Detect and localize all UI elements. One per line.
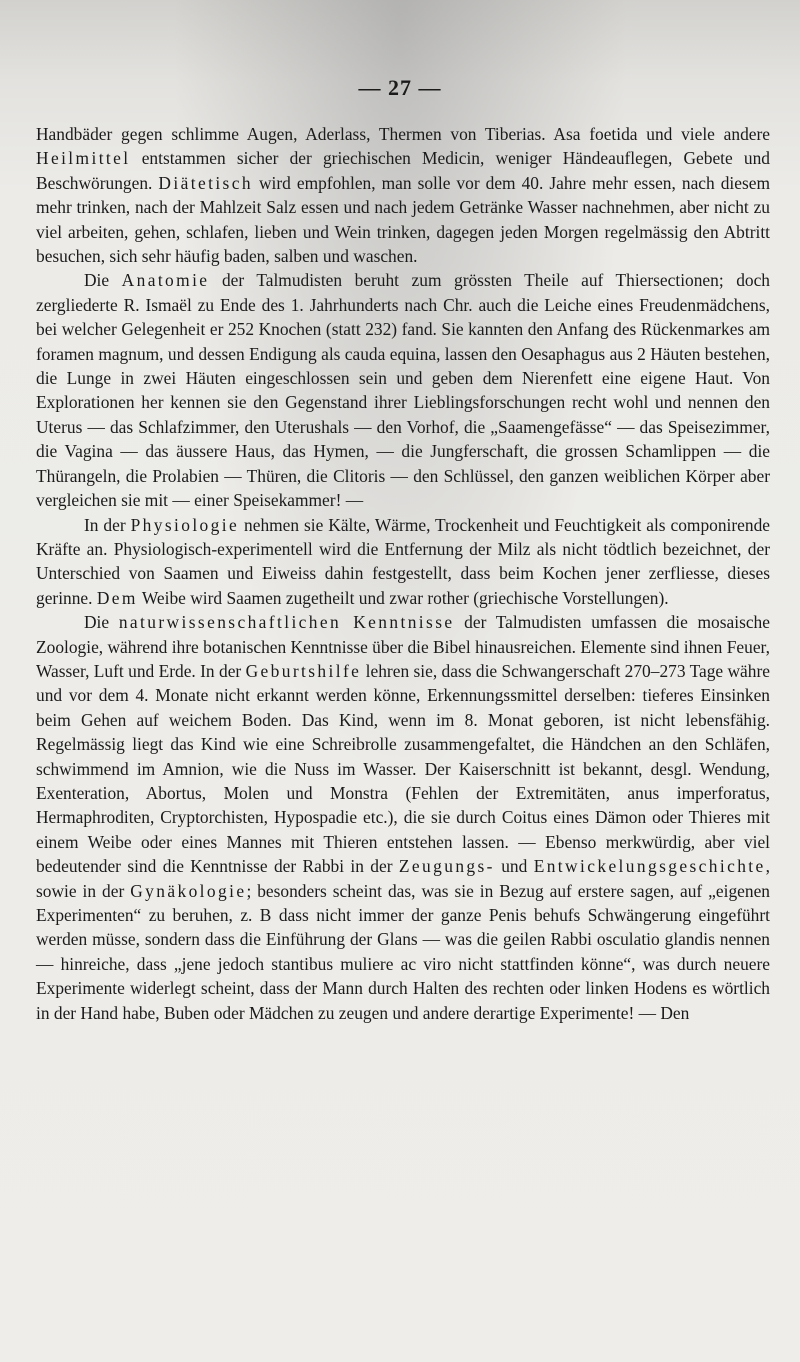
paragraph-physiology [36,513,770,611]
body-text [36,122,770,1025]
text-run: nehmen sie Kälte, Wärme, Trockenheit und Feuchtigkeit als componirende Kräfte an. Physiologisch-experimentell wird die Entfernung der Milz als nicht tödtlich bezeichnet, der Unterschied von Saamen und Eiweiss dahin festgestellt, dass beim Kochen jener zerfliesse, dieses gerinne. [36,514,770,608]
page-number: — 27 — [358,75,442,100]
emphasized-term: Dem [96,587,138,608]
text-run: der Talmudisten umfassen die mosaische Zoologie, während ihre botanischen Kenntnisse über die Bibel hinausreichen. Elemente sind ihnen Feuer, Wasser, Luft und Erde. In der [36,612,770,681]
text-run: In der [84,514,131,535]
emphasized-term: Heilmittel [36,148,131,169]
text-run: der Talmudisten beruht zum grössten Theile auf Thiersectionen; doch zergliederte R. Ismaël zu Ende des 1. Jahrhunderts nach Chr. auch die Leiche eines Freudenmädchens, bei welcher Gelegenheit er 252 Knochen (statt 232) fand. Sie kannten den Anfang des Rückenmarkes am foramen magnum, und dessen Endigung als cauda equina, lassen den Oesaphagus aus 2 Häuten bestehen, die Lunge in zwei Häuten eingeschlossen sein und geben dem Nierenfett eine eigene Haut. Von Explorationen her kennen sie den Gegenstand ihrer Lieblingsforschungen recht wohl und nennen den Uterus — das Schlafzimmer, den Uterushals — den Vorhof, die „Saamengefässe“ — das Speisezimmer, die Vagina — das äussere Haus, das Hymen, — die Jungferschaft, die grossen Schamlippen — die Thürangeln, die Prolabien — Thüren, die Clitoris — den Schlüssel, den ganzen weiblichen Körper aber vergleichen sie mit — einer Speisekammer! — [36,270,770,511]
text-run: entstammen sicher der griechischen Medicin, weniger Händeauflegen, Gebete und Beschwörungen. [36,148,770,193]
text-run: Die [84,270,122,291]
text-run: lehren sie, dass die Schwangerschaft 270–273 Tage währe und vor dem 4. Monate nicht erkannt werden könne, Erkennungssmittel derselben: tieferes Einsinken beim Gehen auf weichem Boden. Das Kind, wenn im 8. Monat geboren, ist nicht lebensfähig. Regelmässig liegt das Kind wie eine Schreibrolle zusammengefaltet, die Händchen an den Schläfen, schwimmend im Amnion, wie die Nuss im Wasser. Der Kaiserschnitt ist bekannt, desgl. Wendung, Exenteration, Abortus, Molen und Monstra (Fehlen der Extremitäten, anus imperforatus, Hermaphroditen, Cryptorchisten, Hypospadie etc.), die sie durch Coitus eines Dämon oder Thieres mit einem Weibe oder eines Mannes mit Thieren entstehen lassen. — Ebenso merkwürdig, aber viel bedeutender sind die Kenntnisse der Rabbi in der [36,660,770,877]
emphasized-term: Physiologie [130,514,240,535]
text-run: Weibe wird Saamen zugetheilt und zwar rother (griechische Vorstellungen). [137,587,669,608]
paragraph-anatomy [36,268,770,512]
text-run: ; besonders scheint das, was sie in Bezug auf erstere sagen, auf „eigenen Experimenten“ zu beruhen, z. B dass nicht immer der ganze Penis behufs Schwängerung eingeführt werden müsse, sondern dass die Einführung der Glans — was die geilen Rabbi osculatio glandis nennen — hinreiche, dass „jene jedoch stantibus muliere ac viro nicht stattfinden könne“, was durch neuere Experimente widerlegt scheint, dass der Mann durch Halten des rechten oder linken Hodens es wörtlich in der Hand habe, Buben oder Mädchen zu zeugen und andere derartige Experimente! — Den [36,880,770,1023]
text-run: und [494,856,534,877]
text-run: wird empfohlen, man solle vor dem 40. Jahre mehr essen, nach diesem mehr trinken, nach der Mahlzeit Salz essen und nach jedem Getränke Wasser nachnehmen, aber nicht zu viel arbeiten, gehen, schlafen, lieben und Wein trinken, dagegen jeden Morgen regelmässig den Abtritt besuchen, sich sehr häufig baden, salben und waschen. [36,172,770,267]
emphasized-term: naturwissenschaftlichen Kenntnisse [118,612,455,633]
paragraph-remedies [36,122,770,268]
text-run: Handbäder gegen schlimme Augen, Aderlass, Thermen von Tiberias. Asa foetida und viele andere [36,124,770,144]
emphasized-term: Entwickelungsgeschichte [533,856,766,877]
emphasized-term: Anatomie [121,270,210,291]
paragraph-natural-sciences [36,610,770,1025]
text-run: , sowie in der [36,856,770,901]
emphasized-term: Gynäkologie [130,880,247,901]
emphasized-term: Diätetisch [158,172,253,193]
text-run: Die [84,612,119,633]
emphasized-term: Zeugungs- [398,856,495,877]
emphasized-term: Geburtshilfe [245,660,362,681]
